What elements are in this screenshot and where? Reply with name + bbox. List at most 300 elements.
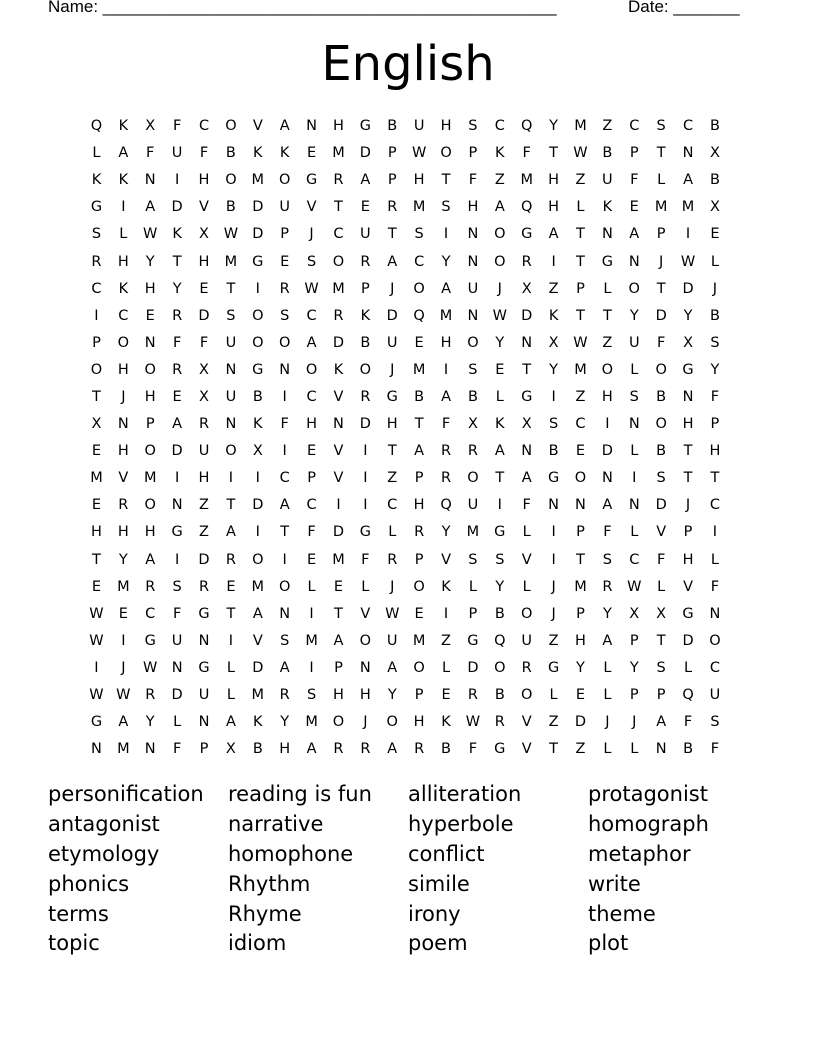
- grid-letter: F: [603, 524, 612, 541]
- grid-letter: H: [413, 497, 425, 514]
- grid-letter: C: [145, 605, 156, 622]
- grid-letter: B: [709, 118, 720, 135]
- grid-letter: T: [656, 145, 666, 162]
- grid-letter: W: [143, 226, 158, 243]
- grid-letter: G: [171, 524, 183, 541]
- grid-letter: P: [414, 470, 424, 487]
- grid-letter: H: [548, 172, 560, 189]
- grid-letter: I: [94, 659, 99, 676]
- grid-letter: D: [171, 687, 183, 704]
- grid-letter: O: [494, 659, 506, 676]
- grid-letter: X: [199, 226, 209, 243]
- grid-letter: G: [682, 605, 694, 622]
- grid-letter: F: [172, 605, 182, 622]
- grid-letter: N: [521, 334, 533, 351]
- grid-letter: R: [360, 253, 371, 270]
- grid-letter: B: [709, 172, 720, 189]
- grid-letter: R: [333, 741, 344, 758]
- grid-letter: R: [467, 687, 478, 704]
- grid-letter: I: [174, 470, 180, 487]
- grid-letter: J: [497, 280, 502, 297]
- word-list-item: Rhythm: [228, 871, 311, 896]
- grid-letter: N: [682, 145, 694, 162]
- word-list-row: [48, 780, 768, 810]
- grid-letter: K: [118, 280, 129, 297]
- grid-letter: G: [90, 199, 103, 216]
- grid-letter: F: [468, 741, 478, 758]
- grid-letter: D: [198, 551, 210, 568]
- grid-letter: X: [656, 605, 667, 622]
- grid-letter: E: [710, 226, 720, 243]
- grid-letter: U: [521, 632, 532, 649]
- grid-letter: I: [685, 226, 691, 243]
- grid-letter: A: [683, 172, 693, 189]
- grid-letter: B: [360, 334, 371, 351]
- grid-letter: H: [117, 524, 129, 541]
- grid-row: [83, 194, 733, 221]
- word-list-row: [48, 929, 768, 959]
- grid-letter: K: [253, 714, 263, 731]
- grid-letter: W: [465, 714, 481, 731]
- grid-letter: M: [681, 199, 695, 216]
- grid-row: [83, 628, 733, 655]
- grid-letter: T: [226, 605, 236, 622]
- grid-letter: Z: [387, 470, 398, 487]
- grid-letter: A: [360, 172, 371, 189]
- grid-letter: H: [413, 714, 425, 731]
- grid-letter: P: [387, 172, 397, 189]
- grid-letter: W: [680, 253, 696, 270]
- grid-letter: R: [333, 172, 344, 189]
- grid-letter: Y: [576, 659, 585, 676]
- grid-letter: N: [628, 416, 640, 433]
- grid-letter: D: [655, 497, 667, 514]
- grid-letter: A: [387, 741, 398, 758]
- grid-letter: X: [629, 605, 640, 622]
- grid-letter: H: [117, 443, 129, 460]
- grid-letter: R: [414, 741, 425, 758]
- grid-letter: K: [441, 578, 451, 595]
- grid-letter: Z: [199, 524, 209, 541]
- grid-letter: F: [199, 145, 209, 162]
- grid-letter: M: [90, 470, 103, 487]
- grid-letter: A: [279, 118, 290, 135]
- grid-letter: A: [225, 524, 236, 541]
- grid-letter: Q: [520, 118, 533, 135]
- grid-letter: E: [172, 388, 182, 405]
- grid-letter: B: [225, 199, 236, 216]
- grid-letter: D: [171, 199, 183, 216]
- grid-letter: P: [576, 605, 585, 622]
- grid-letter: R: [414, 524, 425, 541]
- grid-letter: B: [252, 741, 263, 758]
- grid-letter: M: [412, 632, 426, 649]
- grid-letter: A: [602, 632, 613, 649]
- word-list-item: idiom: [228, 931, 287, 956]
- grid-letter: F: [656, 334, 666, 351]
- grid-letter: O: [252, 551, 264, 568]
- grid-letter: H: [144, 388, 156, 405]
- grid-letter: B: [656, 443, 667, 460]
- grid-row: [83, 411, 733, 438]
- grid-letter: Y: [549, 118, 559, 135]
- grid-letter: G: [386, 388, 398, 405]
- name-field-label[interactable]: Name: ________________________________________________: [48, 0, 557, 16]
- grid-letter: F: [630, 172, 639, 189]
- grid-letter: V: [333, 388, 344, 405]
- grid-letter: I: [551, 253, 556, 270]
- grid-letter: Y: [495, 334, 505, 351]
- grid-letter: X: [199, 361, 209, 378]
- grid-letter: Y: [629, 307, 639, 324]
- grid-letter: T: [576, 307, 585, 324]
- grid-letter: H: [90, 524, 102, 541]
- grid-letter: P: [360, 280, 370, 297]
- grid-letter: D: [467, 659, 479, 676]
- grid-letter: L: [388, 524, 397, 541]
- grid-letter: P: [145, 416, 155, 433]
- grid-letter: G: [547, 470, 560, 487]
- grid-letter: G: [198, 659, 210, 676]
- grid-letter: K: [333, 361, 344, 378]
- grid-letter: L: [522, 524, 531, 541]
- grid-letter: Z: [548, 632, 559, 649]
- grid-letter: A: [414, 443, 425, 460]
- grid-letter: D: [332, 334, 345, 351]
- grid-letter: W: [116, 687, 131, 704]
- grid-letter: F: [710, 388, 720, 405]
- grid-letter: I: [363, 497, 368, 514]
- grid-letter: S: [629, 388, 639, 405]
- grid-letter: Z: [602, 334, 613, 351]
- grid-letter: F: [172, 118, 182, 135]
- grid-letter: I: [363, 443, 368, 460]
- grid-letter: L: [361, 578, 370, 595]
- grid-letter: H: [548, 199, 560, 216]
- grid-letter: C: [575, 416, 586, 433]
- grid-letter: Y: [495, 578, 505, 595]
- grid-letter: N: [359, 659, 371, 676]
- grid-letter: Y: [441, 253, 451, 270]
- grid-letter: V: [199, 199, 209, 216]
- grid-letter: B: [602, 145, 613, 162]
- grid-letter: D: [655, 307, 667, 324]
- grid-letter: S: [656, 118, 666, 135]
- grid-letter: L: [495, 388, 504, 405]
- grid-letter: A: [118, 714, 129, 731]
- grid-letter: I: [551, 551, 556, 568]
- grid-letter: W: [492, 307, 507, 324]
- grid-letter: X: [548, 334, 559, 351]
- grid-letter: J: [390, 578, 395, 595]
- grid-letter: O: [386, 714, 398, 731]
- grid-letter: M: [520, 172, 533, 189]
- grid-letter: Z: [548, 280, 559, 297]
- grid-letter: S: [280, 632, 290, 649]
- grid-letter: S: [602, 551, 612, 568]
- grid-letter: P: [199, 741, 209, 758]
- grid-letter: H: [333, 687, 344, 704]
- grid-letter: K: [441, 714, 451, 731]
- grid-letter: A: [387, 659, 398, 676]
- word-list-item: conflict: [408, 841, 485, 866]
- grid-letter: L: [226, 659, 235, 676]
- grid-letter: R: [225, 551, 236, 568]
- grid-letter: R: [521, 253, 532, 270]
- grid-letter: C: [414, 253, 425, 270]
- word-list-row: [48, 840, 768, 870]
- grid-letter: K: [253, 416, 263, 433]
- grid-letter: O: [225, 118, 237, 135]
- grid-row: [83, 655, 733, 682]
- grid-letter: R: [602, 578, 613, 595]
- grid-letter: D: [252, 199, 264, 216]
- grid-letter: D: [171, 443, 183, 460]
- grid-letter: L: [549, 687, 558, 704]
- grid-letter: B: [414, 388, 425, 405]
- grid-letter: F: [710, 578, 720, 595]
- grid-row: [83, 601, 733, 628]
- grid-letter: E: [575, 443, 586, 460]
- grid-letter: M: [574, 361, 587, 378]
- grid-letter: I: [336, 497, 341, 514]
- grid-letter: E: [629, 199, 639, 216]
- grid-letter: M: [305, 632, 318, 649]
- grid-row: [83, 113, 733, 140]
- grid-letter: K: [118, 118, 129, 135]
- grid-letter: F: [441, 416, 451, 433]
- grid-letter: I: [551, 524, 556, 541]
- grid-letter: M: [574, 118, 587, 135]
- grid-letter: L: [603, 687, 612, 704]
- grid-letter: G: [601, 253, 613, 270]
- grid-letter: M: [574, 578, 587, 595]
- grid-letter: F: [468, 172, 478, 189]
- grid-letter: O: [359, 361, 372, 378]
- grid-letter: I: [94, 307, 99, 324]
- grid-letter: Y: [172, 280, 182, 297]
- grid-letter: O: [467, 334, 479, 351]
- word-list-item: alliteration: [408, 782, 522, 807]
- grid-letter: L: [226, 687, 235, 704]
- grid-row: [83, 465, 733, 492]
- grid-letter: G: [90, 714, 103, 731]
- grid-letter: F: [522, 497, 531, 514]
- grid-letter: N: [279, 361, 291, 378]
- grid-letter: H: [413, 172, 425, 189]
- grid-letter: A: [279, 659, 290, 676]
- grid-row: [83, 709, 733, 736]
- grid-row: [83, 357, 733, 384]
- word-list-item: write: [588, 871, 641, 896]
- grid-letter: Z: [494, 172, 505, 189]
- grid-letter: S: [414, 226, 424, 243]
- grid-letter: T: [92, 551, 101, 568]
- grid-letter: D: [252, 497, 264, 514]
- header-line: [48, 0, 748, 17]
- grid-letter: T: [656, 280, 666, 297]
- grid-letter: P: [468, 605, 478, 622]
- grid-letter: Q: [520, 199, 533, 216]
- grid-letter: W: [627, 578, 642, 595]
- grid-letter: P: [656, 226, 666, 243]
- grid-letter: Q: [682, 687, 694, 704]
- grid-letter: B: [387, 118, 398, 135]
- grid-letter: O: [628, 280, 640, 297]
- grid-letter: H: [306, 416, 318, 433]
- grid-letter: D: [682, 280, 694, 297]
- grid-row: [83, 492, 733, 519]
- grid-letter: O: [144, 443, 156, 460]
- grid-letter: A: [548, 226, 559, 243]
- grid-letter: H: [198, 470, 210, 487]
- grid-letter: C: [333, 226, 344, 243]
- grid-letter: F: [683, 714, 693, 731]
- grid-letter: T: [683, 443, 693, 460]
- grid-letter: W: [573, 334, 588, 351]
- grid-letter: O: [332, 253, 345, 270]
- grid-letter: V: [521, 741, 532, 758]
- word-list-item: Rhyme: [228, 901, 302, 926]
- grid-letter: O: [332, 714, 345, 731]
- word-list-item: personification: [48, 782, 204, 807]
- word-list-item: hyperbole: [408, 812, 514, 837]
- grid-letter: B: [548, 443, 559, 460]
- grid-letter: Y: [118, 551, 128, 568]
- grid-letter: C: [682, 118, 694, 135]
- grid-letter: E: [306, 551, 317, 568]
- grid-letter: G: [521, 388, 533, 405]
- grid-letter: E: [91, 578, 102, 595]
- grid-letter: Z: [602, 118, 613, 135]
- grid-letter: M: [439, 307, 453, 324]
- grid-letter: I: [309, 659, 314, 676]
- grid-letter: F: [522, 145, 531, 162]
- grid-letter: H: [144, 524, 156, 541]
- date-field-label[interactable]: Date: _______: [628, 0, 740, 16]
- word-list-item: phonics: [48, 871, 130, 896]
- grid-row: [83, 519, 733, 546]
- grid-letter: J: [363, 714, 368, 731]
- grid-letter: A: [118, 145, 129, 162]
- grid-letter: S: [656, 470, 666, 487]
- grid-letter: M: [117, 741, 130, 758]
- grid-letter: I: [282, 551, 287, 568]
- grid-letter: L: [173, 714, 182, 731]
- grid-letter: U: [360, 226, 371, 243]
- grid-letter: A: [494, 199, 505, 216]
- grid-letter: A: [441, 280, 451, 297]
- grid-letter: P: [387, 145, 397, 162]
- grid-letter: I: [282, 443, 287, 460]
- grid-letter: J: [685, 497, 691, 514]
- grid-letter: I: [309, 605, 314, 622]
- grid-letter: E: [199, 280, 209, 297]
- grid-letter: F: [656, 551, 666, 568]
- grid-letter: C: [709, 497, 720, 514]
- word-list-row: [48, 810, 768, 840]
- grid-letter: X: [467, 416, 478, 433]
- grid-letter: I: [632, 470, 637, 487]
- grid-letter: N: [91, 741, 102, 758]
- grid-letter: R: [145, 578, 156, 595]
- grid-letter: T: [226, 497, 236, 514]
- grid-letter: W: [304, 280, 319, 297]
- grid-letter: T: [334, 605, 343, 622]
- grid-letter: L: [657, 172, 666, 189]
- grid-letter: N: [575, 497, 586, 514]
- grid-row: [83, 167, 733, 194]
- grid-letter: L: [710, 253, 719, 270]
- grid-letter: D: [359, 145, 371, 162]
- grid-letter: O: [467, 470, 479, 487]
- grid-letter: M: [305, 714, 318, 731]
- grid-letter: C: [306, 497, 317, 514]
- grid-letter: U: [225, 334, 237, 351]
- grid-letter: O: [252, 334, 264, 351]
- grid-letter: V: [521, 714, 532, 731]
- grid-letter: H: [386, 416, 398, 433]
- grid-letter: S: [172, 578, 182, 595]
- grid-letter: U: [467, 497, 479, 514]
- grid-letter: V: [333, 443, 344, 460]
- grid-letter: E: [91, 443, 102, 460]
- grid-letter: M: [117, 578, 130, 595]
- grid-letter: X: [145, 118, 156, 135]
- grid-letter: V: [306, 199, 317, 216]
- grid-letter: O: [359, 632, 372, 649]
- grid-row: [83, 248, 733, 275]
- grid-letter: B: [467, 388, 478, 405]
- grid-letter: X: [199, 388, 209, 405]
- grid-letter: X: [91, 416, 102, 433]
- grid-row: [83, 140, 733, 167]
- word-list-item: reading is fun: [228, 782, 372, 807]
- grid-letter: O: [144, 361, 156, 378]
- grid-letter: W: [411, 145, 427, 162]
- grid-letter: F: [361, 551, 370, 568]
- word-list-item: homophone: [228, 841, 354, 866]
- grid-letter: N: [467, 226, 479, 243]
- grid-letter: N: [306, 118, 317, 135]
- grid-letter: S: [495, 551, 505, 568]
- grid-letter: T: [576, 253, 585, 270]
- grid-letter: N: [225, 416, 237, 433]
- grid-letter: S: [441, 199, 451, 216]
- grid-letter: O: [252, 307, 264, 324]
- grid-letter: N: [144, 741, 156, 758]
- grid-letter: K: [495, 145, 505, 162]
- grid-letter: K: [495, 416, 505, 433]
- grid-letter: P: [629, 632, 639, 649]
- grid-letter: L: [657, 578, 666, 595]
- grid-letter: A: [225, 714, 236, 731]
- grid-letter: P: [307, 470, 316, 487]
- grid-letter: L: [630, 524, 639, 541]
- grid-letter: F: [146, 145, 155, 162]
- grid-letter: P: [92, 334, 101, 351]
- grid-letter: A: [172, 416, 183, 433]
- word-list-item: protagonist: [588, 782, 708, 807]
- grid-letter: O: [278, 578, 291, 595]
- grid-letter: N: [628, 497, 640, 514]
- grid-letter: V: [360, 605, 371, 622]
- grid-letter: Z: [575, 741, 586, 758]
- grid-letter: H: [709, 443, 721, 460]
- grid-letter: R: [198, 416, 210, 433]
- grid-letter: M: [224, 253, 238, 270]
- grid-letter: M: [251, 687, 265, 704]
